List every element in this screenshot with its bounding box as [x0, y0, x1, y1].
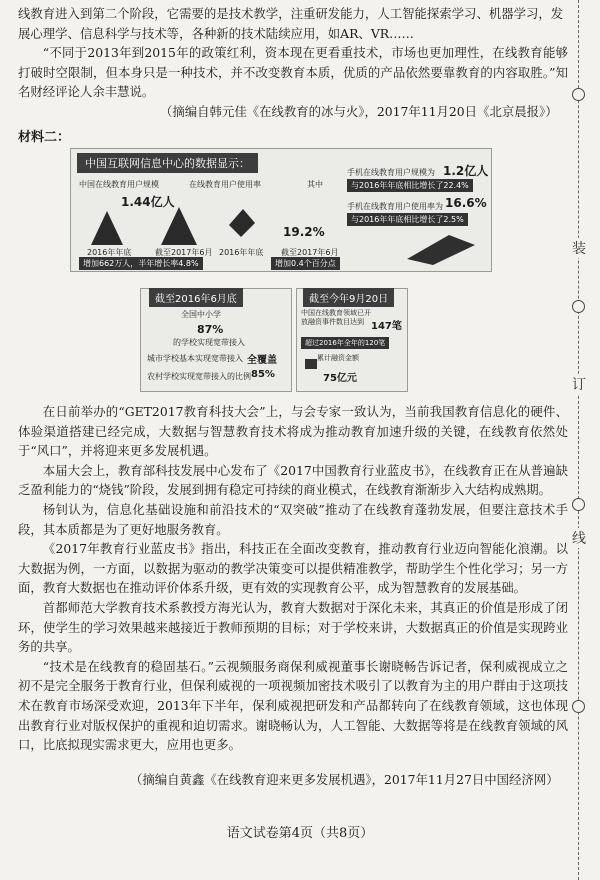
body-text — [18, 402, 568, 755]
margin-char-ding: 订 — [572, 374, 586, 394]
body-paragraph: 本届大会上，教育部科技发展中心发布了《2017中国教育行业蓝皮书》，在线教育正在从普遍缺乏盈利能力的“烧钱”阶段，发展到拥有稳定可持续的商业模式，在线教育渐渐步入大结构成熟期。 — [18, 462, 568, 498]
mid-bar: 增加0.4个百分点 — [271, 257, 340, 270]
binding-hole — [572, 498, 585, 511]
box2-count: 147笔 — [371, 321, 402, 332]
box2-title: 截至今年9月20日 — [303, 288, 394, 307]
binding-hole — [572, 300, 585, 313]
infographic-top-panel — [70, 148, 492, 272]
body-paragraph: 杨钊认为，信息化基础设施和前沿技术的“双突破”推动了在线教育蓬勃发展，但要注意技术手段，其本质都是为了更好地服务教育。 — [18, 501, 568, 537]
infographic — [70, 148, 490, 390]
margin-char-xian: 线 — [572, 528, 586, 548]
citation-1: （摘编自韩元佳《在线教育的冰与火》，2017年11月20日《北京晨报》） — [160, 104, 558, 119]
left-year-1: 2016年年底 — [87, 248, 132, 257]
right2-value: 16.6% — [445, 196, 487, 210]
body-paragraph: “技术是在线教育的稳固基石。”云视频服务商保利威视董事长谢晓畅告诉记者，保利威视成立之初不是完全服务于教育行业，但保利威视的一项视频加密技术吸引了以教育为主的用户群由于这项技术在教育市场深受欢迎，2013年下半年，保利威视把研发和产品都转向了在线教育领域，这也体现出教育行业对版权保护的重视和迫切需求。谢晓畅认为，人工智能、大数据等将是在线教育领域的风口，比底拟现实需求更大，应用也更多。 — [18, 658, 568, 753]
mid-label: 在线教育用户使用率 — [189, 180, 261, 189]
money-stack-icon — [303, 355, 319, 371]
box2-bar: 超过2016年全年的120笔 — [301, 337, 389, 349]
school-broadband-box — [140, 288, 292, 392]
legend-text: 其中 — [307, 180, 323, 189]
box1-item1: 城市学校基本实现宽带接入 — [147, 354, 243, 363]
mid-year-2: 截至2017年6月 — [281, 248, 339, 257]
box2-line1: 中国在线教育领域已开放融资事件数目达到 — [301, 309, 371, 326]
left-value: 1.44亿人 — [121, 195, 175, 209]
citation-2: （摘编自黄鑫《在线教育迎来更多发展机遇》，2017年11月27日中国经济网） — [130, 772, 559, 787]
box1-item2-value: 85% — [251, 369, 275, 380]
body-paragraph: 在日前举办的“GET2017教育科技大会”上，与会专家一致认为，当前我国教育信息化的硬件、体验渠道搭建已经完成，大数据与智慧教育技术将成为推动教育加速升级的关键，在线教育依然处于“风口”，并将迎来更多发展机遇。 — [18, 404, 568, 459]
financing-box — [296, 288, 408, 392]
box2-line2: 累计融资金额 — [317, 354, 359, 362]
left-bar: 增加662万人，半年增长率4.8% — [79, 257, 203, 270]
right2-label: 手机在线教育用户使用率为 — [347, 202, 443, 211]
top-quote: “不同于2013年到2015年的政策红利，资本现在更看重技术，市场也更加理性，在线教育能够打破时空限制，但本身只是一种技术，并不改变教育本质，优质的产品依然要靠教育的内容取胜。”知名财经评论人余丰慧说。 — [18, 45, 568, 100]
box1-item1-value: 全覆盖 — [247, 355, 277, 366]
left-label: 中国在线教育用户规模 — [79, 180, 159, 189]
margin-char-zhuang: 装 — [572, 238, 586, 258]
page-footer: 语文试卷第4页（共8页） — [226, 826, 374, 841]
box2-amount: 75亿元 — [323, 373, 357, 384]
left-year-2: 截至2017年6月 — [155, 248, 213, 257]
box1-item2: 农村学校实现宽带接入的比例 — [147, 372, 251, 381]
body-paragraph: 《2017年教育行业蓝皮书》指出，科技正在全面改变教育，推动教育行业迈向智能化浪潮。以大数据为例，一方面，以数据为驱动的教学决策变可以提供精准教学，帮助学生个性化学习；另一方面，教育大数据也在推动评价体系升级，更有效的实现教育公平，成为智慧教育的发展基础。 — [18, 541, 568, 596]
mid-year-1: 2016年年底 — [219, 248, 264, 257]
binding-line — [578, 0, 579, 880]
binding-hole — [572, 88, 585, 101]
binding-hole — [572, 700, 585, 713]
right1-label: 手机在线教育用户规模为 — [347, 168, 435, 177]
infographic-title: 中国互联网信息中心的数据显示： — [77, 153, 258, 173]
right1-value: 1.2亿人 — [443, 164, 489, 178]
box1-pct: 87% — [197, 323, 224, 336]
top-line-1: 线教育进入到第二个阶段，它需要的是技术教学，注重研发能力，人工智能探索学习、机器学习，发 — [18, 6, 564, 21]
body-paragraph: 首都师范大学教育技术系教授方海光认为，教育大数据对于深化未来，其真正的价值是形成了闭环，使学生的学习效果越来越接近于教师预期的目标；对于学校来讲，大数据真正的价值是实现跨业务的共享。 — [18, 599, 568, 655]
top-line-2: 展心理学、信息科学与技术等，各种新的技术陆续应用，如AR、VR…… — [18, 25, 414, 41]
mid-value: 19.2% — [283, 225, 325, 239]
triangle-chart — [81, 205, 231, 247]
right2-bar: 与2016年年底相比增长了2.5% — [347, 213, 468, 226]
box1-line2: 的学校实现宽带接入 — [173, 338, 245, 347]
box1-title: 截至2016年6月底 — [149, 288, 243, 307]
material-2-label: 材料二： — [18, 130, 71, 145]
tablet-icon — [401, 229, 481, 265]
right1-bar: 与2016年年底相比增长了22.4% — [347, 179, 473, 192]
box1-line1: 全国中小学 — [181, 310, 221, 319]
top-paragraph — [18, 4, 568, 102]
